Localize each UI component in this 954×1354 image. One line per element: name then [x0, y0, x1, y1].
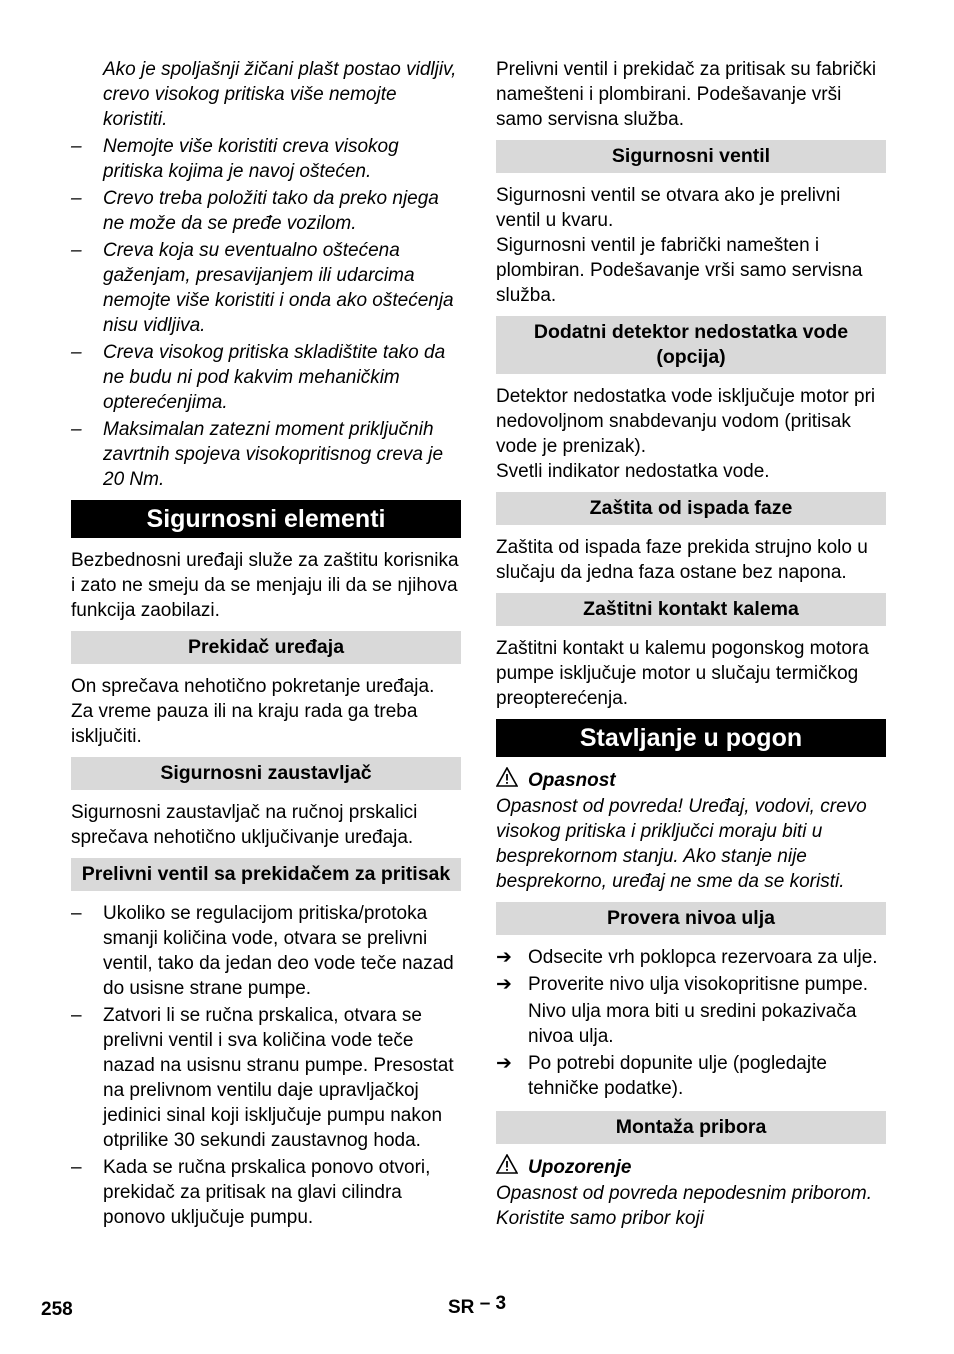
page-number: 258 — [41, 1299, 73, 1320]
coil-contact-text: Zaštitni kontakt u kalemu pogonskog motora pumpe isključuje motor u slučaju termičkog preopterećenja. — [496, 638, 869, 709]
safety-catch-text: Sigurnosni zaustavljač na ručnoj prskalici sprečava nehotično uključivanje uređaja. — [71, 802, 418, 848]
right-column — [496, 57, 886, 1231]
local-page-number: 3 — [495, 1293, 507, 1314]
list-item: – Kada se ručna prskalica ponovo otvori, prekidač za pritisak na glavi cilindra ponovo uključuje pumpu. — [71, 1157, 431, 1228]
hose-safety-list — [71, 134, 461, 492]
safety-valve-text-2: Sigurnosni ventil je fabrički namešten i plombiran. Podešavanje vrši samo servisna služba. — [496, 235, 863, 306]
list-item: – Crevo treba položiti tako da preko njega ne može da se pređe vozilom. — [71, 188, 439, 234]
section-title-safety-elements: Sigurnosni elementi — [71, 500, 461, 538]
list-item: – Nemojte više koristiti creva visokog pritiska kojima je navoj oštećen. — [71, 136, 399, 182]
danger-label: Opasnost — [528, 770, 616, 791]
warning-text: Opasnost od povreda nepodesnim priborom. Koristite samo pribor koji — [496, 1183, 873, 1229]
subheading-phase-protection: Zaštita od ispada faze — [496, 492, 886, 525]
device-switch-text: On sprečava nehotično pokretanje uređaja. Za vreme pauza ili na kraju rada ga treba isključiti. — [71, 676, 435, 747]
water-detector-text-2: Svetli indikator nedostatka vode. — [496, 461, 770, 482]
subheading-coil-contact: Zaštitni kontakt kalema — [496, 593, 886, 626]
subheading-oil-level: Provera nivoa ulja — [496, 902, 886, 935]
danger-heading — [496, 767, 886, 794]
subheading-device-switch: Prekidač uređaja — [71, 631, 461, 664]
oil-check-steps — [496, 945, 886, 997]
safety-intro-text: Bezbednosni uređaji služe za zaštitu korisnika i zato ne smeju da se menjaju ili da se njihova funkcija zaobilazi. — [71, 550, 459, 621]
list-item: – Ukoliko se regulacijom pritiska/protoka smanji količina vode, otvara se prelivni ventil, tako da jedan deo vode teče nazad do usisne strane pumpe. — [71, 903, 454, 999]
left-column — [71, 57, 461, 1232]
list-item: – Maksimalan zatezni moment priključnih zavrtnih spojeva visokopritisnog creva je 20 Nm. — [71, 419, 444, 490]
hose-visible-warning: Ako je spoljašnji žičani plašt postao vidljiv, crevo visokog pritiska više nemojte koristiti. — [103, 59, 457, 130]
oil-level-note: Nivo ulja mora biti u sredini pokazivača nivoa ulja. — [528, 1001, 857, 1047]
warning-heading — [496, 1154, 886, 1181]
arrow-right-icon: ➔ — [496, 974, 512, 995]
phase-protection-text: Zaštita od ispada faze prekida strujno kolo u slučaju da jedna faza ostane bez napona. — [496, 537, 868, 583]
list-item: – Creva koja su eventualno oštećena gaženjam, presavijanjem ili udarcima nemojte više koristiti i onda ako oštećenja nisu vidljiva. — [71, 240, 454, 336]
arrow-right-icon: ➔ — [496, 1053, 512, 1074]
list-item: ➔ Odsecite vrh poklopca rezervoara za ulje. — [496, 947, 878, 968]
safety-valve-text-1: Sigurnosni ventil se otvara ako je prelivni ventil u kvaru. — [496, 185, 841, 231]
overflow-valve-list — [71, 901, 461, 1230]
valve-factory-note: Prelivni ventil i prekidač za pritisak su fabrički namešteni i plombirani. Podešavanje vrši samo servisna služba. — [496, 59, 877, 130]
language-code: SR — [448, 1297, 475, 1318]
list-item: ➔ Po potrebi dopunite ulje (pogledajte tehničke podatke). — [496, 1053, 827, 1099]
list-item: – Creva visokog pritiska skladištite tako da ne budu ni pod kakvim mehaničkim opterećenjima. — [71, 342, 446, 413]
warning-label: Upozorenje — [528, 1157, 632, 1178]
warning-triangle-icon — [496, 767, 518, 794]
list-item: ➔ Proverite nivo ulja visokopritisne pumpe. — [496, 974, 869, 995]
water-detector-text-1: Detektor nedostatka vode isključuje motor pri nedovoljnom snabdevanju vodom (pritisak vode je prenizak). — [496, 386, 876, 457]
page-language-marker — [448, 1295, 506, 1320]
danger-text: Opasnost od povreda! Uređaj, vodovi, crevo visokog pritiska i priključci moraju biti u besprekornom stanju. Ako stanje nije besprekorno, uređaj ne sme da se koristi. — [496, 796, 867, 892]
warning-triangle-icon — [496, 1154, 518, 1181]
list-item: – Zatvori li se ručna prskalica, otvara se prelivni ventil i sva količina vode teče nazad na usisnu stranu pumpe. Presostat na prelivnom ventilu daje upravljačkoj jedinici sinal koji isključuje pumpu nakon otprilike 30 sekundi zaustavnog hoda. — [71, 1005, 454, 1151]
subheading-safety-valve: Sigurnosni ventil — [496, 140, 886, 173]
subheading-accessory-mounting: Montaža pribora — [496, 1111, 886, 1144]
footer-dash: – — [479, 1293, 491, 1314]
oil-refill-step — [496, 1051, 886, 1101]
subheading-overflow-valve: Prelivni ventil sa prekidačem za pritisak — [71, 858, 461, 891]
subheading-water-detector: Dodatni detektor nedostatka vode (opcija) — [496, 316, 886, 374]
subheading-safety-catch: Sigurnosni zaustavljač — [71, 757, 461, 790]
section-title-start-up: Stavljanje u pogon — [496, 719, 886, 757]
arrow-right-icon: ➔ — [496, 947, 512, 968]
